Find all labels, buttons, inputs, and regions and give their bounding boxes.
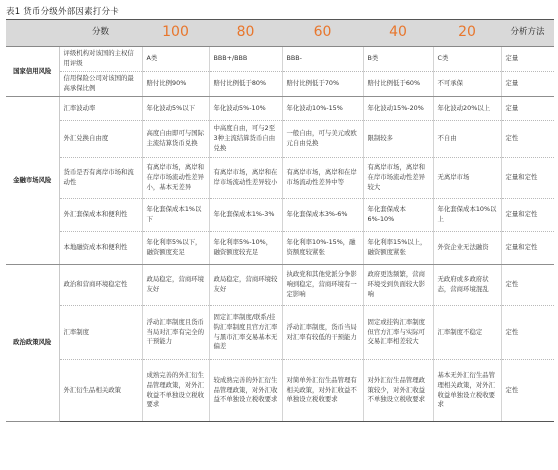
score-cell: 年化套保成本3%-6%: [282, 199, 363, 232]
table-row: [6, 97, 554, 121]
score-cell: 中高度自由，可与2至3种主流结算货币自由兑换: [209, 121, 282, 158]
method-cell: 定量和定性: [501, 199, 554, 232]
factor-cell: 汇率波动率: [59, 97, 142, 121]
category-cell: 政治政策风险: [6, 265, 59, 422]
score-cell: 年化利率5%-10%，融资额度较充足: [209, 232, 282, 265]
factor-cell: 外汇套保成本和便利性: [59, 199, 142, 232]
score-cell: 年化利率10%-15%，融资额度较紧张: [282, 232, 363, 265]
score-cell: 年化波动5%-10%: [209, 97, 282, 121]
table-row: [6, 360, 554, 422]
method-cell: 定性: [501, 121, 554, 158]
factor-cell: 汇率制度: [59, 306, 142, 360]
method-cell: 定量: [501, 47, 554, 72]
score-cell: 无离岸市场: [433, 158, 501, 199]
score-cell: 年化利率15%以上，融资额度紧张: [363, 232, 433, 265]
score-cell: 年化利率5%以下，融资额度充足: [142, 232, 209, 265]
score-cell: 政局稳定，营商环境较友好: [209, 265, 282, 306]
score-cell: 年化套保成本1%-3%: [209, 199, 282, 232]
score-cell: 赔付比例低于60%: [363, 72, 433, 97]
score-cell: 成熟完善的外汇衍生品管理政策，对外汇收益不单独设立税收要求: [142, 360, 209, 422]
table-row: [6, 72, 554, 97]
score-cell: 有离岸市场，离岸和在岸市场流动性差异中等: [282, 158, 363, 199]
score-cell: 固定或挂钩汇率制度但官方汇率与实际可交易汇率相差较大: [363, 306, 433, 360]
score-cell: 年化套保成本1%以下: [142, 199, 209, 232]
score-cell: 一般自由，可与美元或欧元自由兑换: [282, 121, 363, 158]
score-cell: C类: [433, 47, 501, 72]
table-row: [6, 121, 554, 158]
score-cell: 外资企业无法融资: [433, 232, 501, 265]
method-cell: 定量和定性: [501, 158, 554, 199]
score-cell: 赔付比例低于70%: [282, 72, 363, 97]
method-cell: 定性: [501, 265, 554, 306]
score-cell: 执政党和其他党派分争影响到稳定，营商环境有一定影响: [282, 265, 363, 306]
header-factor: 分数: [59, 20, 142, 47]
score-cell: 对外汇衍生品管理政策较少，对外汇收益不单独设立税收要求: [363, 360, 433, 422]
table-row: [6, 265, 554, 306]
score-cell: 年化套保成本10%以上: [433, 199, 501, 232]
method-cell: 定性: [501, 360, 554, 422]
score-cell: 不自由: [433, 121, 501, 158]
score-cell: 汇率制度不稳定: [433, 306, 501, 360]
factor-cell: 政治和营商环境稳定性: [59, 265, 142, 306]
header-row: [6, 20, 554, 47]
score-cell: BBB+/BBB: [209, 47, 282, 72]
method-cell: 定量: [501, 72, 554, 97]
score-cell: 浮动汇率制度且货币当局对汇率有完全的干预能力: [142, 306, 209, 360]
table-row: [6, 199, 554, 232]
header-method: 分析方法: [501, 20, 554, 47]
header-score-20: 20: [433, 20, 501, 47]
score-cell: 无政府或多政府状态，营商环境混乱: [433, 265, 501, 306]
score-cell: 年化波动15%-20%: [363, 97, 433, 121]
header-score-40: 40: [363, 20, 433, 47]
score-cell: 有离岸市场，离岸和在岸市场流动性差异较小: [209, 158, 282, 199]
score-cell: 年化波动10%-15%: [282, 97, 363, 121]
score-cell: 赔付比例90%: [142, 72, 209, 97]
header-category-blank: [6, 20, 59, 47]
table-row: [6, 306, 554, 360]
header-score-60: 60: [282, 20, 363, 47]
score-cell: 年化套保成本6%-10%: [363, 199, 433, 232]
factor-cell: 信用保险公司对该国的最高承保比例: [59, 72, 142, 97]
score-cell: A类: [142, 47, 209, 72]
score-cell: 高度自由即可与国际主流结算货币兑换: [142, 121, 209, 158]
score-cell: 赔付比例低于80%: [209, 72, 282, 97]
header-score-100: 100: [142, 20, 209, 47]
score-cell: 不可承保: [433, 72, 501, 97]
scorecard-table: [6, 19, 554, 422]
factor-cell: 评级机构对该国的主权信用评级: [59, 47, 142, 72]
factor-cell: 外汇衍生品相关政策: [59, 360, 142, 422]
header-score-80: 80: [209, 20, 282, 47]
table-row: [6, 47, 554, 72]
table-row: [6, 232, 554, 265]
score-cell: 年化波动5%以下: [142, 97, 209, 121]
score-cell: 较成熟完善的外汇衍生品管理政策，对外汇收益不单独设立税收要求: [209, 360, 282, 422]
score-cell: BBB-: [282, 47, 363, 72]
factor-cell: 外汇兑换自由度: [59, 121, 142, 158]
score-cell: 政局稳定，营商环境友好: [142, 265, 209, 306]
factor-cell: 货币是否有离岸市场和流动性: [59, 158, 142, 199]
factor-cell: 本地融资成本和便利性: [59, 232, 142, 265]
score-cell: 有离岸市场，离岸和在岸市场流动性差异小，基本无差异: [142, 158, 209, 199]
score-cell: 限制较多: [363, 121, 433, 158]
category-cell: 国家信用风险: [6, 47, 59, 97]
category-cell: 金融市场风险: [6, 97, 59, 265]
score-cell: 固定汇率制度/联系/挂钩汇率制度且官方汇率与黑市汇率交易基本无偏差: [209, 306, 282, 360]
table-row: [6, 158, 554, 199]
table-caption: 表1 货币分级外部因素打分卡: [6, 7, 119, 17]
score-cell: 年化波动20%以上: [433, 97, 501, 121]
score-cell: 基本无外汇衍生品管理相关政策，对外汇收益单独设立税收要求: [433, 360, 501, 422]
score-cell: 有离岸市场，离岸和在岸市场流动性差异较大: [363, 158, 433, 199]
method-cell: 定量: [501, 97, 554, 121]
score-cell: 对简单外汇衍生品管理有相关政策，对外汇收益不单独设立税收要求: [282, 360, 363, 422]
method-cell: 定性: [501, 306, 554, 360]
score-cell: 浮动汇率制度，货币当局对汇率有较低的干预能力: [282, 306, 363, 360]
method-cell: 定量和定性: [501, 232, 554, 265]
score-cell: B类: [363, 47, 433, 72]
score-cell: 政府更迭频繁，营商环境受到负面较大影响: [363, 265, 433, 306]
